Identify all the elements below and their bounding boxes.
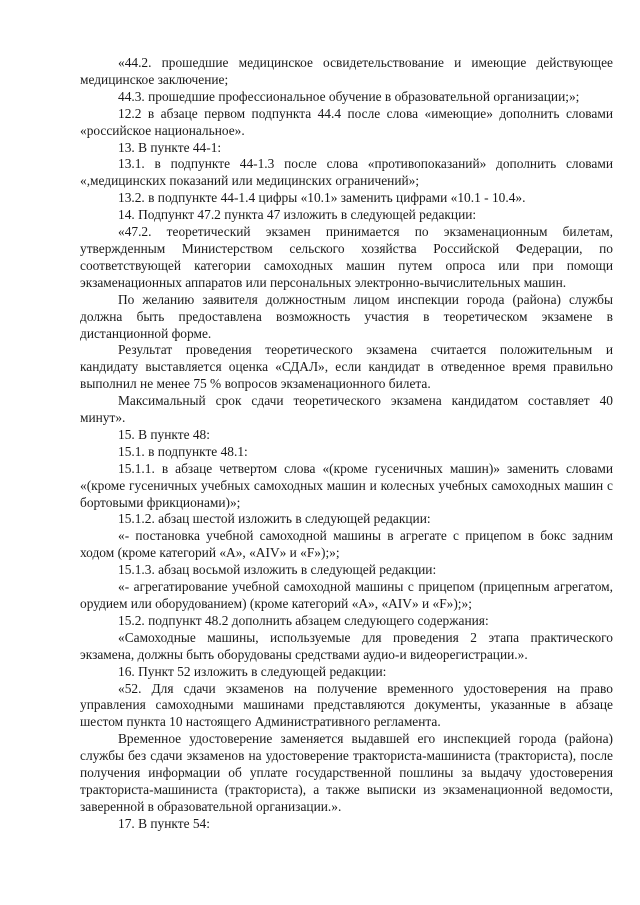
paragraph-15-1-2: 15.1.2. абзац шестой изложить в следующей редакции: — [118, 511, 431, 527]
paragraph-47-2: «47.2. теоретический экзамен принимается по экзаменационным билетам, утвержденным Министерством сельского хозяйства Российской Федерации, по соответствующей категории самоходных машин путем опроса или при помощи экзаменационных аппаратов или персональных электронно-вычислительных машин. — [80, 224, 613, 290]
paragraph-15-1-1: 15.1.1. в абзаце четвертом слова «(кроме гусеничных машин)» заменить словами «(кроме гусеничных учебных самоходных машин и колесных учебных самоходных машин с бортовыми фрикционами)»; — [80, 460, 613, 510]
paragraph-14: 14. Подпункт 47.2 пункта 47 изложить в следующей редакции: — [118, 207, 477, 223]
paragraph-15-1: 15.1. в подпункте 48.1: — [118, 443, 248, 459]
paragraph-13-1: 13.1. в подпункте 44-1.3 после слова «противопоказаний» дополнить словами «,медицинских показаний или медицинских ограничений»; — [80, 156, 613, 189]
paragraph-52: «52. Для сдачи экзаменов на получение временного удостоверения на право управления самоходными машинами представляются документы, указанные в абзаце шестом пункта 10 настоящего Административного регламента. — [80, 680, 613, 730]
paragraph-12-2: 12.2 в абзаце первом подпункта 44.4 после слова «имеющие» дополнить словами «российское национальное». — [80, 105, 613, 138]
paragraph-15-2-text: «Самоходные машины, используемые для проведения 2 этапа практического экзамена, должны быть оборудованы средствами аудио-и видеорегистрации.». — [80, 629, 613, 662]
paragraph-13-2: 13.2. в подпункте 44-1.4 цифры «10.1» заменить цифрами «10.1 - 10.4». — [118, 190, 526, 206]
document-body — [80, 55, 613, 833]
paragraph-44-3: 44.3. прошедшие профессиональное обучение в образовательной организации;»; — [118, 88, 580, 104]
paragraph-44-2: «44.2. прошедшие медицинское освидетельствование и имеющие действующее медицинское заключение; — [80, 55, 613, 87]
paragraph-remote-exam: По желанию заявителя должностным лицом инспекции города (района) службы должна быть предоставлена возможность участия в теоретическом экзамене в дистанционной форме. — [80, 291, 613, 341]
paragraph-13: 13. В пункте 44-1: — [118, 139, 222, 155]
paragraph-exam-result: Результат проведения теоретического экзамена считается положительным и кандидату выставляется оценка «СДАЛ», если кандидат в отведенное время правильно выполнил не менее 75 % вопросов экзаменационного билета. — [80, 342, 613, 392]
paragraph-15-1-3-text: «- агрегатирование учебной самоходной машины с прицепом (прицепным агрегатом, орудием или оборудованием) (кроме категорий «A», «AIV» и «F»);»; — [80, 579, 613, 611]
paragraph-15: 15. В пункте 48: — [118, 426, 210, 442]
paragraph-temporary-certificate: Временное удостоверение заменяется выдавшей его инспекцией города (района) службы без сдачи экзаменов на удостоверение тракториста-машиниста (тракториста), после получения информации об уплате государственной пошлины за выдачу удостоверения тракториста-машиниста (тракториста), а также выписки из экзаменационной ведомости, заверенной в образовательной организации.». — [80, 731, 613, 814]
paragraph-15-2: 15.2. подпункт 48.2 дополнить абзацем следующего содержания: — [118, 612, 489, 628]
paragraph-17: 17. В пункте 54: — [118, 815, 210, 831]
paragraph-max-duration: Максимальный срок сдачи теоретического экзамена кандидатом составляет 40 минут». — [80, 393, 613, 426]
paragraph-15-1-2-text: «- постановка учебной самоходной машины в агрегате с прицепом в бокс задним ходом (кроме категорий «A», «AIV» и «F»);»; — [80, 528, 613, 561]
paragraph-16: 16. Пункт 52 изложить в следующей редакции: — [118, 663, 387, 679]
paragraph-15-1-3: 15.1.3. абзац восьмой изложить в следующей редакции: — [118, 562, 437, 578]
